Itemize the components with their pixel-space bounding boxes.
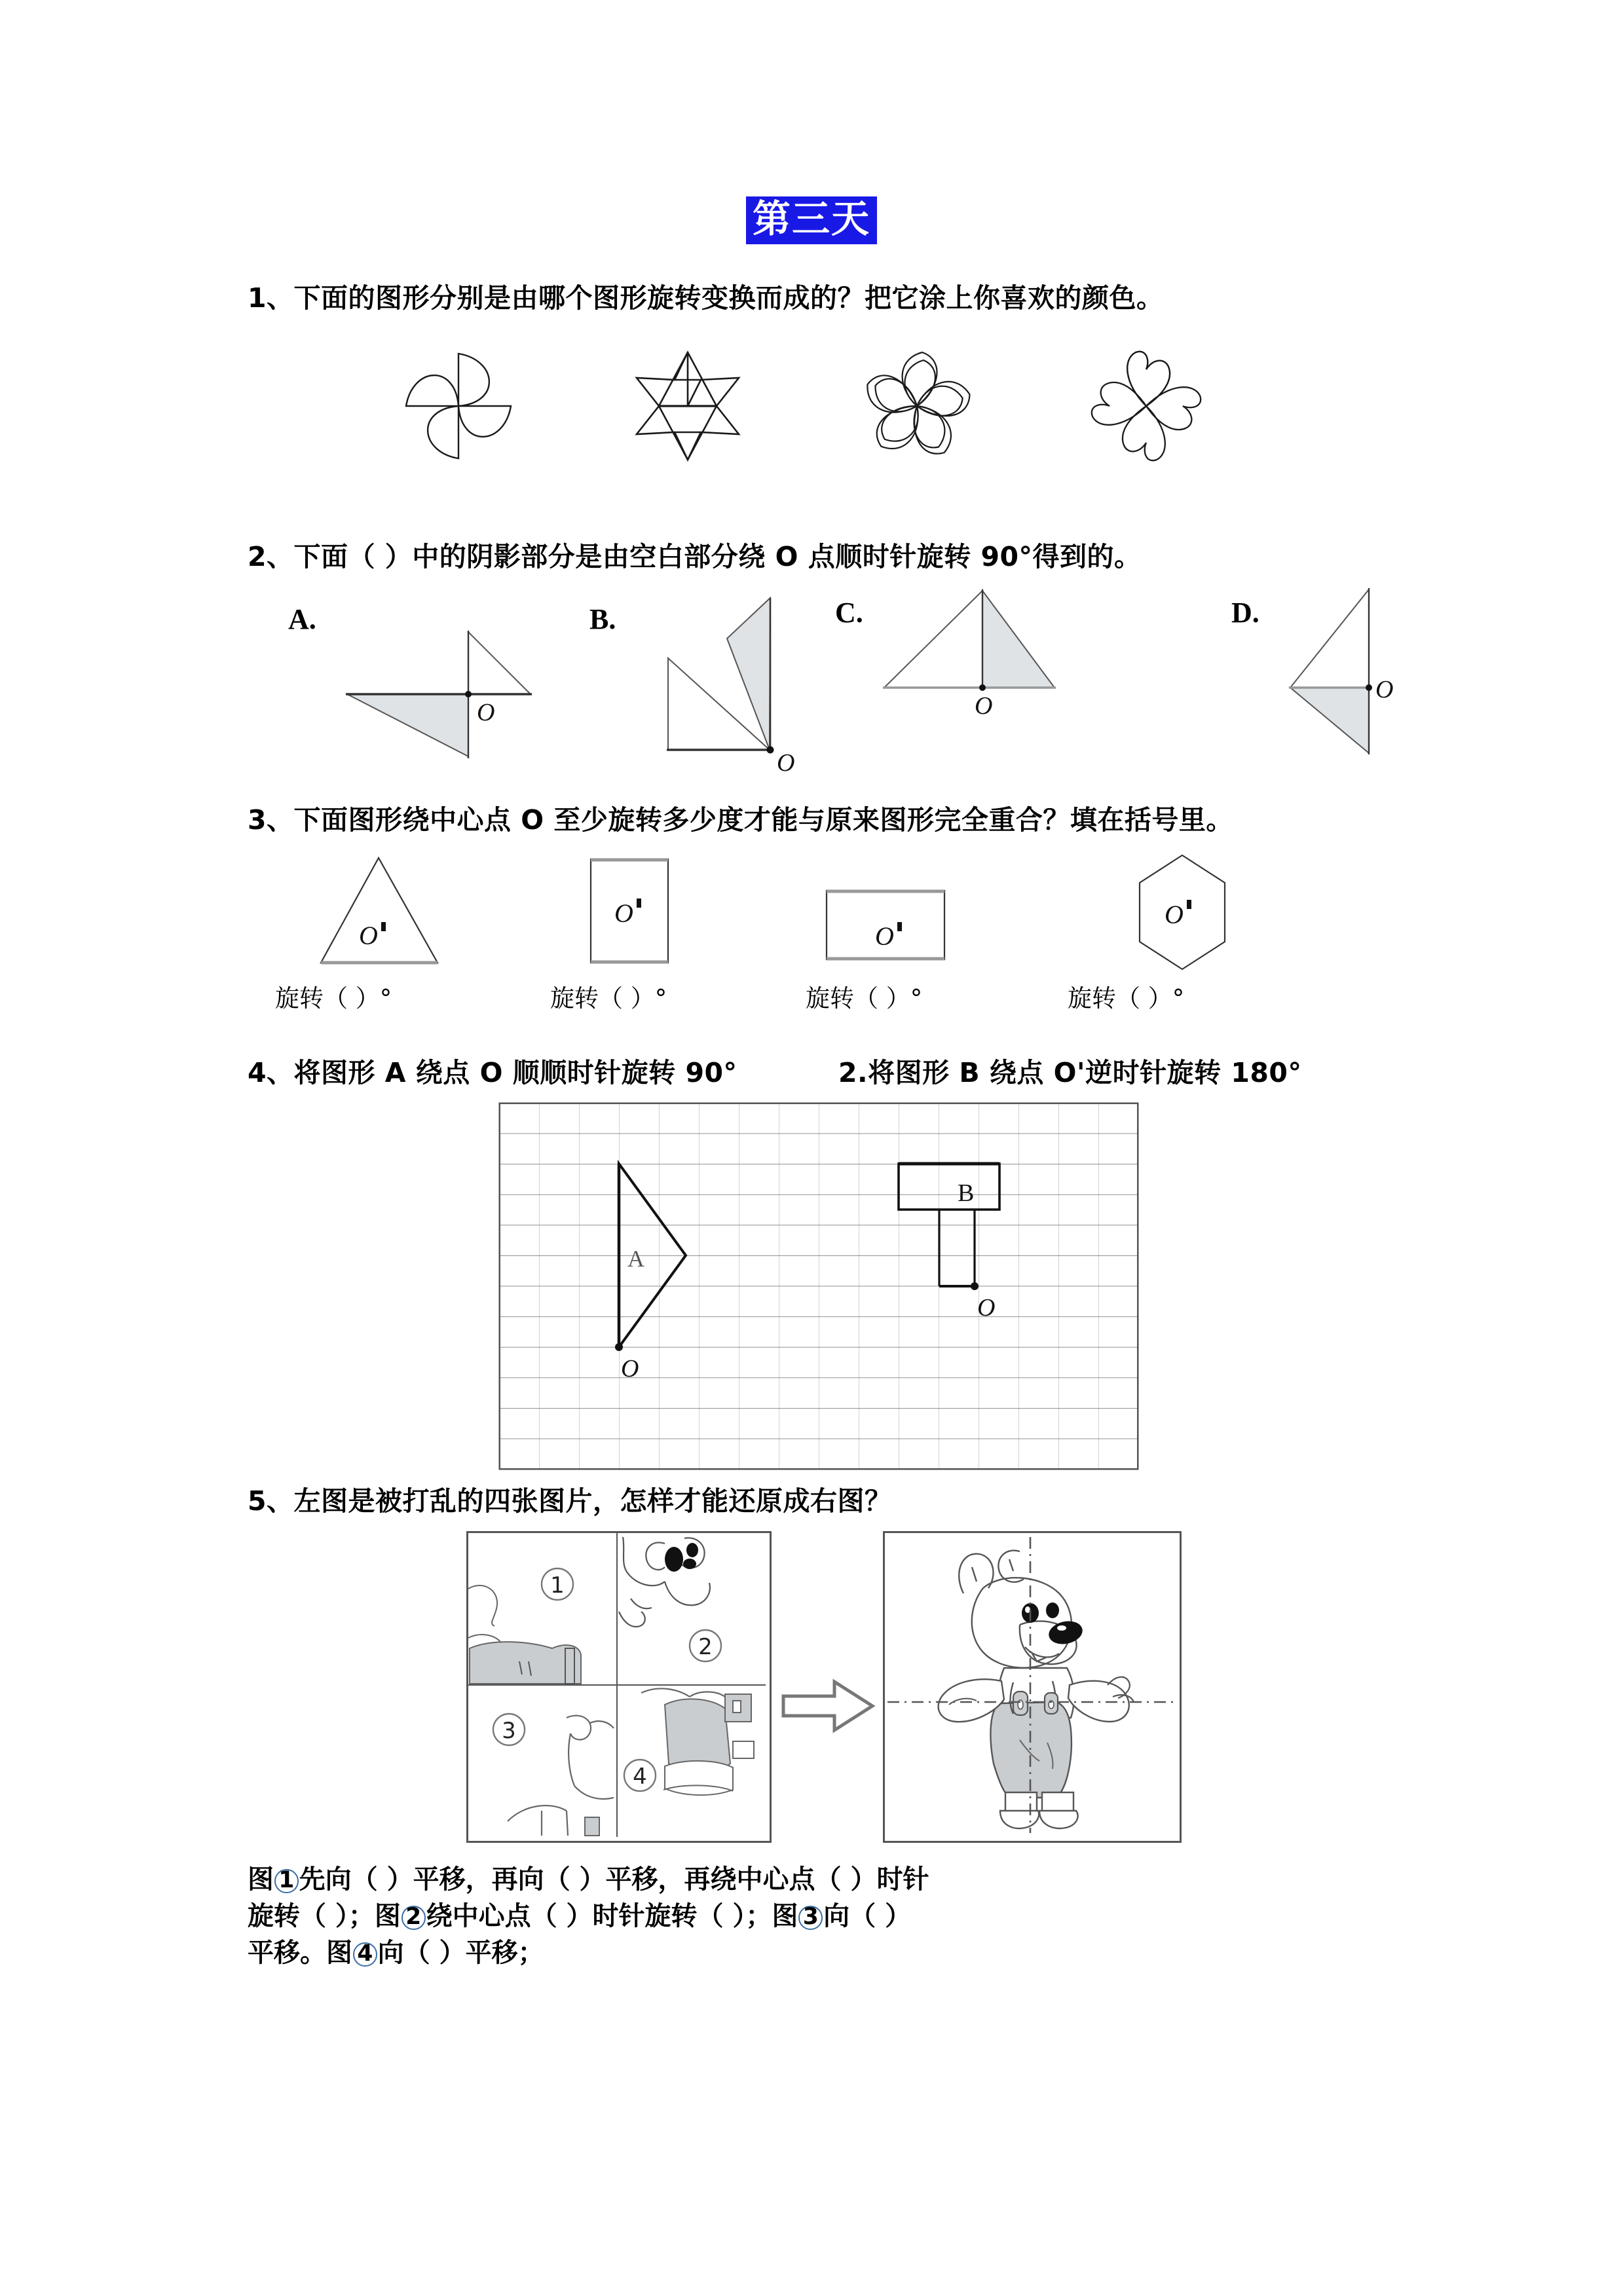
question-5-text: 5、左图是被打乱的四张图片，怎样才能还原成右图？ — [248, 1485, 892, 1517]
q5-l3-b: 向（ ）平移； — [377, 1938, 544, 1968]
svg-text:A: A — [627, 1246, 644, 1272]
q5-fill-line-3[interactable] — [248, 1935, 1400, 1972]
q3-answer-blank-2[interactable]: 旋转（ ）° — [550, 984, 667, 1012]
svg-text:O: O — [1375, 676, 1394, 703]
svg-text:O: O — [977, 1294, 996, 1322]
option-a-figure — [327, 589, 557, 760]
q3-answer-blank-1[interactable]: 旋转（ ）° — [275, 984, 392, 1012]
q3-triangle-figure — [301, 851, 465, 972]
tile-number-2: 2 — [698, 1634, 713, 1660]
q3-rectangle-figure — [812, 876, 976, 974]
q5-l3-circled-number: 4 — [353, 1942, 377, 1967]
svg-text:O: O — [359, 921, 378, 950]
svg-text:O: O — [777, 749, 795, 777]
scrambled-puzzle-image — [466, 1531, 772, 1843]
q3-hexagon-figure — [1107, 850, 1258, 974]
q5-l1-a: 图 — [248, 1864, 274, 1895]
q5-l2-b: 绕中心点（ ）时针旋转（ ）；图 — [426, 1901, 798, 1931]
option-d-figure — [1264, 583, 1447, 760]
q3-square-figure — [563, 851, 707, 972]
arrow-right-icon — [779, 1676, 878, 1735]
question-4-grid — [499, 1103, 1138, 1470]
six-point-star-figure — [596, 341, 779, 472]
spiral-pinwheel-figure — [825, 341, 1009, 472]
question-1-figures — [367, 341, 1284, 472]
q5-fill-line-2[interactable] — [248, 1898, 1400, 1935]
question-4-text-left: 4、将图形 A 绕点 O 顺顺时针旋转 90° — [248, 1057, 737, 1088]
option-c-figure — [865, 584, 1081, 748]
q5-l2-c: 向（ ） — [823, 1901, 912, 1931]
q5-l3-a: 平移。图 — [248, 1938, 352, 1968]
tile-number-1: 1 — [550, 1572, 565, 1599]
q5-l2-a: 旋转（ ）；图 — [248, 1901, 401, 1931]
restored-picture-image — [883, 1531, 1182, 1843]
svg-text:O: O — [1165, 900, 1184, 929]
tile-number-4: 4 — [633, 1764, 647, 1790]
option-a-label: A. — [288, 603, 316, 635]
svg-text:O: O — [614, 898, 633, 928]
svg-text:O: O — [477, 699, 495, 726]
option-b-label: B. — [589, 603, 616, 635]
q5-l1-b: 先向（ ）平移，再向（ ）平移，再绕中心点（ ）时针 — [299, 1864, 929, 1895]
question-1-text: 1、下面的图形分别是由哪个图形旋转变换而成的？把它涂上你喜欢的颜色。 — [248, 282, 1164, 314]
q5-l2-circled-number-2: 3 — [798, 1906, 823, 1930]
svg-text:O: O — [875, 921, 894, 951]
page-title: 第三天 — [746, 196, 877, 244]
q5-l1-circled-number: 1 — [274, 1869, 299, 1893]
question-4-text-right: 2.将图形 B 绕点 O'逆时针旋转 180° — [838, 1057, 1302, 1088]
tile-number-3: 3 — [502, 1718, 516, 1744]
q5-l2-circled-number: 2 — [401, 1906, 426, 1930]
question-3-text: 3、下面图形绕中心点 O 至少旋转多少度才能与原来图形完全重合？填在括号里。 — [248, 804, 1233, 836]
question-2-text: 2、下面（ ）中的阴影部分是由空白部分绕 O 点顺时针旋转 90°得到的。 — [248, 541, 1142, 572]
svg-text:O: O — [975, 692, 993, 720]
clover-flower-figure — [1054, 341, 1238, 472]
option-b-figure — [629, 586, 845, 777]
pinwheel-four-petal-figure — [367, 341, 550, 472]
q3-answer-blank-3[interactable]: 旋转（ ）° — [806, 984, 923, 1012]
q3-answer-blank-4[interactable]: 旋转（ ）° — [1068, 984, 1185, 1012]
q5-fill-line-1[interactable] — [248, 1861, 1400, 1898]
svg-text:B: B — [958, 1179, 975, 1207]
svg-text:O: O — [621, 1355, 639, 1382]
option-c-label: C. — [835, 597, 863, 629]
option-d-label: D. — [1231, 597, 1259, 629]
page-title-container — [0, 196, 1623, 244]
